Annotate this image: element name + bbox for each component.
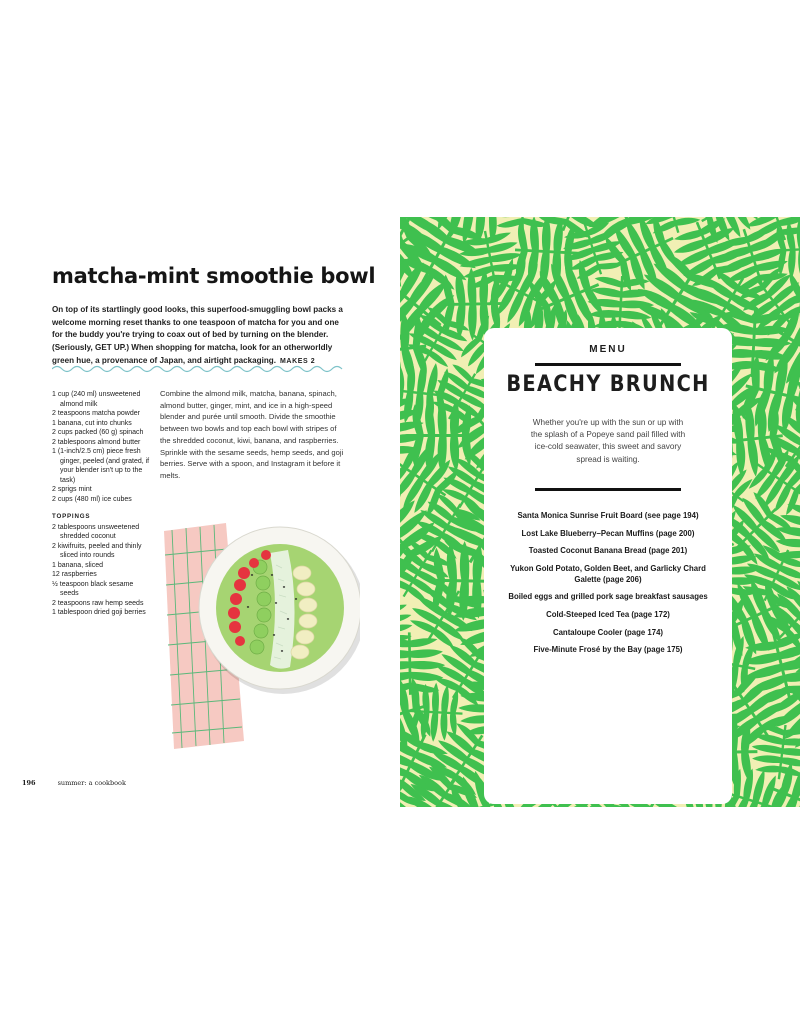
menu-item: Boiled eggs and grilled pork sage breakfast sausages xyxy=(508,592,708,602)
menu-description: Whether you're up with the sun or up with the splash of a Popeye sand pail filled with ice-cold seawater, this sweet and savory spread is waiting. xyxy=(530,418,686,464)
topping-item: 2 tablespoons unsweetened shredded coconut xyxy=(52,523,140,540)
menu-rule-top xyxy=(535,363,681,366)
ingredients-column xyxy=(52,390,152,618)
ingredients-list xyxy=(52,390,152,504)
topping-item: 2 teaspoons raw hemp seeds xyxy=(52,599,144,607)
topping-item: 2 kiwifruits, peeled and thinly sliced into rounds xyxy=(52,542,142,559)
menu-item: Santa Monica Sunrise Fruit Board (see page 194) xyxy=(517,511,699,520)
right-page xyxy=(400,217,800,807)
toppings-heading: TOPPINGS xyxy=(52,513,91,520)
book-title: summer: a cookbook xyxy=(57,779,126,787)
ingredient-item: 1 (1-inch/2.5 cm) piece fresh ginger, peeled (and grated, if your blender isn't up to the task) xyxy=(52,448,150,484)
ingredient-item: 1 cup (240 ml) unsweetened almond milk xyxy=(52,391,141,408)
wave-divider xyxy=(52,364,344,374)
menu-item: Five-Minute Frosé by the Bay (page 175) xyxy=(533,645,683,655)
ingredient-item: 2 cups packed (60 g) spinach xyxy=(52,429,144,436)
smoothie-bowl-illustration xyxy=(160,515,360,750)
ingredient-item: 2 cups (480 ml) ice cubes xyxy=(52,495,132,503)
menu-item: Lost Lake Blueberry–Pecan Muffins (page 200) xyxy=(521,528,695,538)
recipe-method: Combine the almond milk, matcha, banana, spinach, almond butter, ginger, mint, and ice in a high-speed blender and purée until smooth. Divide the smoothie between two bowls and top each bowl with stripes of the shredded coconut, kiwi, banana, and raspberries. Sprinkle with the sesame seeds, hemp seeds, and goji berries. Serve with a spoon, and Instagram it before it melts. xyxy=(160,389,344,480)
menu-title: BEACHY BRUNCH xyxy=(506,372,710,397)
page-number: 196 xyxy=(22,779,36,787)
topping-item: 1 banana, sliced xyxy=(52,561,103,569)
ingredient-item: 1 banana, cut into chunks xyxy=(52,419,132,427)
recipe-title: matcha-mint smoothie bowl xyxy=(52,264,376,288)
ingredient-item: 2 sprigs mint xyxy=(52,486,92,493)
ingredient-item: 2 tablespoons almond butter xyxy=(52,438,141,446)
recipe-yield: MAKES 2 xyxy=(279,357,316,365)
recipe-intro xyxy=(52,304,344,369)
topping-item: 12 raspberries xyxy=(52,571,97,578)
menu-item: Toasted Coconut Banana Bread (page 201) xyxy=(528,546,688,556)
toppings-list xyxy=(52,523,152,618)
menu-item: Cantaloupe Cooler (page 174) xyxy=(552,627,664,637)
menu-label: MENU xyxy=(589,344,627,355)
menu-rule-bottom xyxy=(535,488,681,491)
menu-list xyxy=(498,511,718,663)
topping-item: 1 tablespoon dried goji berries xyxy=(52,609,146,616)
page-footer xyxy=(22,779,126,787)
ingredient-item: 2 teaspoons matcha powder xyxy=(52,410,140,417)
recipe-intro-text: On top of its startlingly good looks, this superfood-smuggling bowl packs a welcome morning reset thanks to one teaspoon of matcha for you and one for the buddy you're trying to coax out of bed by turning on the blender. (Seriously, GET UP.) When shopping for matcha, look for an otherworldly green hue, a provenance of Japan, and airtight packaging. xyxy=(52,305,343,365)
topping-item: ½ teaspoon black sesame seeds xyxy=(52,580,134,597)
menu-card xyxy=(484,328,732,804)
menu-item: Yukon Gold Potato, Golden Beet, and Garlicky Chard Galette (page 206) xyxy=(510,564,706,584)
menu-item: Cold-Steeped Iced Tea (page 172) xyxy=(546,609,670,619)
